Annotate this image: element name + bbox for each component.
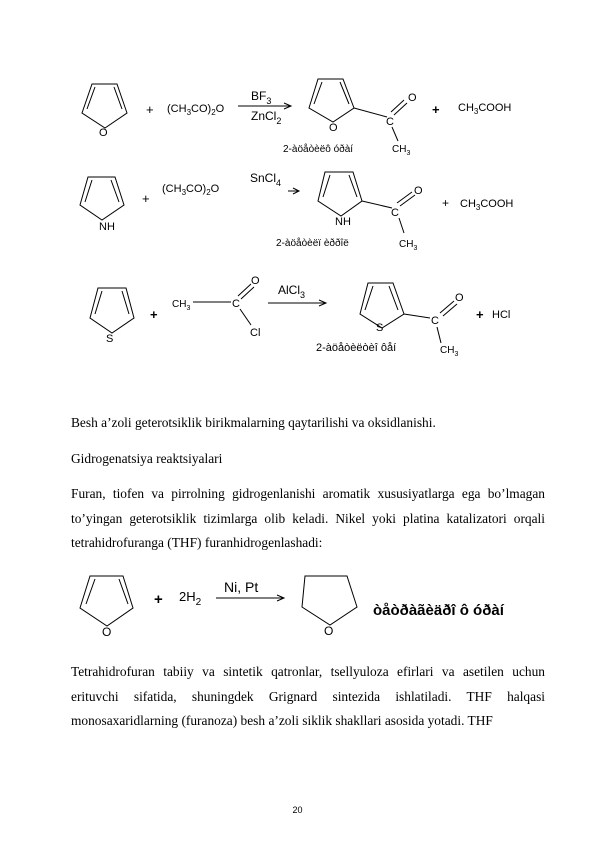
paragraph-hydrogenation: Furan, tiofen va pirrolning gidrogenlanishi aromatik xususiyatlarga ega bo’lmagan to’yingan geterotsiklik tizimlarga olib keladi. Nikel yoki platina katalizatori orqali tetrahidrofuranga (THF) furanhidrogenlashadi: (71, 486, 545, 550)
plus-sign: + (150, 307, 158, 322)
acetyl-chlorine: Cl (250, 327, 261, 339)
section-heading: Besh a’zoli geterotsiklik birikmalarning qaytarilishi va oksidlanishi. (71, 415, 436, 430)
methyl-group: $CH_3$ (399, 239, 418, 252)
acetyl-carbon: C (232, 298, 240, 310)
carbonyl-carbon: C (431, 315, 439, 327)
acetyl-chloride (172, 275, 260, 339)
catalyst-ni-pt: Ni, Pt (224, 579, 259, 595)
reaction-arrow (216, 595, 284, 601)
reaction-arrow (288, 188, 299, 194)
acetic-acid-byproduct: $CH_3COOH$ (458, 102, 512, 116)
hcl-byproduct: HCl (492, 309, 511, 321)
acylation-scheme (0, 0, 595, 380)
furan-ring-atom: O (102, 625, 112, 639)
catalyst-zncl2: ZnCl$_2$ (251, 109, 282, 126)
reaction-2 (80, 171, 513, 252)
plus-sign: + (432, 102, 440, 117)
methyl-group: $CH_3$ (440, 345, 459, 358)
paragraph-thf-uses: Tetrahidrofuran tabiiy va sintetik qatronlar, tsellyuloza efirlari va asetilen uchun erituvchi sifatida, shuningdek Grignard sintezida ishlatiladi. THF halqasi monosaxaridlarning (furanoza) besh a’zoli siklik shakllari asosida yotadi. THF (71, 664, 545, 728)
catalyst-alcl3: AlCl$_3$ (278, 283, 306, 300)
furan-ring-atom: O (99, 127, 108, 139)
thiophene-ring (90, 288, 134, 333)
pyrrole-ring-atom: NH (99, 221, 115, 233)
plus-sign: + (154, 591, 163, 608)
plus-sign: + (442, 196, 450, 210)
product-name: òåòðàãèäðî ô óðàí (373, 602, 504, 619)
pyrrole-ring (80, 177, 124, 220)
thf-ring-atom: O (324, 624, 334, 638)
subsection-heading: Gidrogenatsiya reaktsiyalari (71, 451, 223, 466)
product-name: 2-àöåòèëòèî ôåí (316, 342, 397, 354)
thiophene-ring-atom: S (106, 333, 114, 345)
product-ring-atom: NH (335, 216, 351, 228)
catalyst-sncl4: SnCl$_4$ (250, 171, 282, 188)
product-name: 2-àöåòèëô óðàí (283, 144, 354, 155)
carbonyl-carbon: C (391, 207, 399, 219)
plus-sign: + (146, 102, 154, 117)
product-ring-atom: S (376, 322, 384, 334)
reaction-3 (90, 275, 510, 358)
reaction-1 (82, 79, 511, 157)
product-name: 2-àöåòèëï èððîë (276, 238, 349, 249)
carbonyl-oxygen: O (414, 185, 423, 197)
plus-sign: + (142, 191, 150, 206)
acetic-anhydride-formula: $(CH_3CO)_2O$ (162, 183, 220, 197)
acetic-anhydride-formula: $(CH_3CO)_2O$ (167, 103, 225, 117)
acetylpyrrole-product (318, 172, 415, 233)
furan-ring (82, 84, 127, 128)
methyl-group: $CH_3$ (392, 144, 411, 157)
carbonyl-carbon: C (386, 116, 394, 128)
plus-sign: + (476, 307, 484, 322)
product-ring-atom: O (329, 122, 338, 134)
hydrogen-reagent: $2H_2$ (179, 589, 202, 608)
tetrahydrofuran-ring (302, 576, 357, 625)
acetic-acid-byproduct: $CH_3COOH$ (460, 198, 514, 212)
carbonyl-oxygen: O (408, 92, 417, 104)
carbonyl-oxygen: O (455, 292, 464, 304)
furan-ring (80, 576, 133, 626)
acetylfuran-product (309, 79, 407, 141)
acetylthiophene-product (360, 283, 457, 343)
reaction-arrow (268, 300, 326, 306)
catalyst-bf3: $BF_3$ (251, 89, 272, 106)
hydrogenation-scheme (0, 568, 595, 648)
acetyl-oxygen: O (251, 275, 260, 287)
acetyl-methyl: $CH_3$ (172, 299, 191, 312)
page-number: 20 (292, 805, 303, 815)
